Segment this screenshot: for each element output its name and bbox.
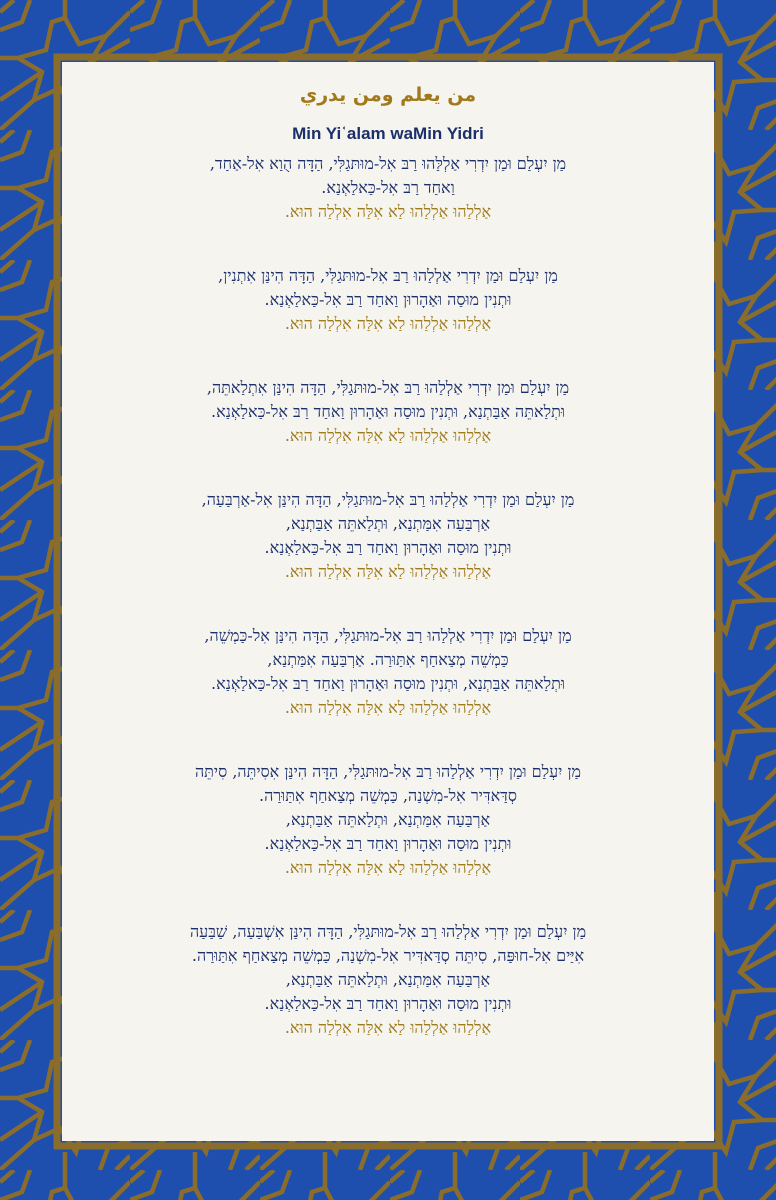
- latin-title: Min Yiʿalam waMin Yidri: [292, 124, 484, 143]
- verse-line: סְדַּאדִּיר אִל-מִשְׁנַה, כַּמְשֵׁה מְצַאחַף אִתַּוּרַה.: [259, 786, 517, 805]
- verse-line: כַּמְשֵׁה מְצַאחַף אִתַּוּרַה. אַרְבַּעַה אִמַּתְנַא,: [267, 650, 509, 669]
- refrain-line: אַלְלַהוּ אַלְלַהוּ לַא אִלַּה אִלְלַה הוּא.: [284, 858, 492, 877]
- verse-line: אַרְבַּעַה אִמַּתְנַא, וּתְלַאתֵּה אַבַּתְנַא,: [285, 514, 491, 533]
- verse-line: וּתְלַאתֵּה אַבַּתְנַא, וּתְנִין מוּסַה וּאַהָרוּן וַאחַד רַבּ אִל-כַּאלַאְנַא.: [211, 402, 565, 421]
- verse-5: [82, 624, 694, 720]
- verse-line: וּתְנִין מוּסַה וּאַהָרוּן וַאחַד רַבּ אִל-כַּאלַאְנַא.: [264, 834, 512, 853]
- verse-6: [82, 760, 694, 880]
- verse-1: [82, 152, 694, 224]
- verse-line: מַן יִעְלַם וּמַן יִדְרִי אַלְלַהוּ רַבּ אִל-מוּתּגַלִּי, הַדָּה הִינַּן אִסִיתֵּה, סִיתֵּה: [194, 762, 582, 781]
- verse-2: [82, 264, 694, 336]
- refrain-line: אַלְלַהוּ אַלְלַהוּ לַא אִלַּה אִלְלַה הוּא.: [284, 314, 492, 333]
- verse-line: מַן יִעְלַם וּמַן יִדְרִי אַלְלַהוּ רַבּ אִל-מוּתּגַלִּי, הַדָּה הִינַּן אִתְנִין,: [218, 266, 558, 285]
- verse-line: מַן יִעְלַם וּמַן יִדְרִי אַלְלַּהוּ רַבּ אִל-מוּתּגַלִּי, הַדָּה הֻוַא אִל-אַחַד,: [209, 154, 567, 173]
- verse-4: [82, 488, 694, 584]
- verse-line: וּתְנִין מוּסַה וּאַהָרוּן וַאחַד רַבּ אִל-כַּאלַאְנַא.: [264, 290, 512, 309]
- verse-line: מַן יִעְלַם וּמַן יִדְרִי אַלְלַהוּ רַבּ אִל-מוּתּגַלִּי, הַדָּה הִינַּן אִשְׁבַּעַה, שַׁבַּעַה: [189, 922, 587, 941]
- refrain-line: אַלְלַהוּ אַלְלַהוּ לַא אִלַּה אִלְלַה הוּא.: [284, 1018, 492, 1037]
- arabic-title: من يعلم ومن يدري: [299, 84, 477, 106]
- verse-line: וּתְנִין מוּסַה וּאַהָרוּן וַאחַד רַבּ אִל-כַּאלַאְנַא.: [264, 994, 512, 1013]
- verse-3: [82, 376, 694, 448]
- verse-line: מַן יִעְלַם וּמַן יִדְרִי אַלְלַהוּ רַבּ אִל-מוּתּגַלִּי, הַדָּה הִינַּן אִל-כַּמְשֵׁה,: [204, 626, 572, 645]
- refrain-line: אַלְלַהוּ אַלְלַהוּ לַא אִלַּה אִלְלַה הוּא.: [284, 562, 492, 581]
- verse-line: וַאחַד רַבּ אִל-כַּאלַאְנַא.: [321, 178, 455, 197]
- verses-container: [82, 152, 694, 1040]
- verse-line: וּתְלַאתֵּה אַבַּתְנַא, וּתְנִין מוּסַה וּאַהָרוּן וַאחַד רַבּ אִל-כַּאלַאְנַא.: [211, 674, 565, 693]
- refrain-line: אַלְלַהוּ אַלְלַהוּ לַא אִלַּה אִלְלַה הוּא.: [284, 202, 492, 221]
- verse-line: מַן יִעְלַם וּמַן יִדְרִי אַלְלַהוּ רַבּ אִל-מוּתּגַלִּי, הַדָּה הִינַּן אִל-אַרְבַּעַה,: [201, 490, 575, 509]
- verse-line: מַן יִעְלַם וּמַן יִדְרִי אַלְלַהוּ רַבּ אִל-מוּתּגַלִּי, הַדָּה הִינַּן אִתְלַאתֵּה,: [206, 378, 570, 397]
- refrain-line: אַלְלַהוּ אַלְלַהוּ לַא אִלַּה אִלְלַה הוּא.: [284, 698, 492, 717]
- verse-7: [82, 920, 694, 1040]
- refrain-line: אַלְלַהוּ אַלְלַהוּ לַא אִלַּה אִלְלַה הוּא.: [284, 426, 492, 445]
- verse-line: אִיַּים אִל-חוּפַּה, סִיתֵּה סְדַּאדִּיר אִל-מִשְׁנַה, כַּמְשֵׁה מְצַאחַף אִתַּוּרַה.: [191, 946, 585, 965]
- verse-line: וּתְנִין מוּסַה וּאַהָרוּן וַאחַד רַבּ אִל-כַּאלַאְנַא.: [264, 538, 512, 557]
- lyrics-panel: [62, 62, 714, 1141]
- verse-line: אַרְבַּעַה אִמַּתְנַא, וּתְלַאתֵּה אַבַּתְנַא,: [285, 970, 491, 989]
- verse-line: אַרְבַּעַה אִמַּתְנַא, וּתְלַאתֵּה אַבַּתְנַא,: [285, 810, 491, 829]
